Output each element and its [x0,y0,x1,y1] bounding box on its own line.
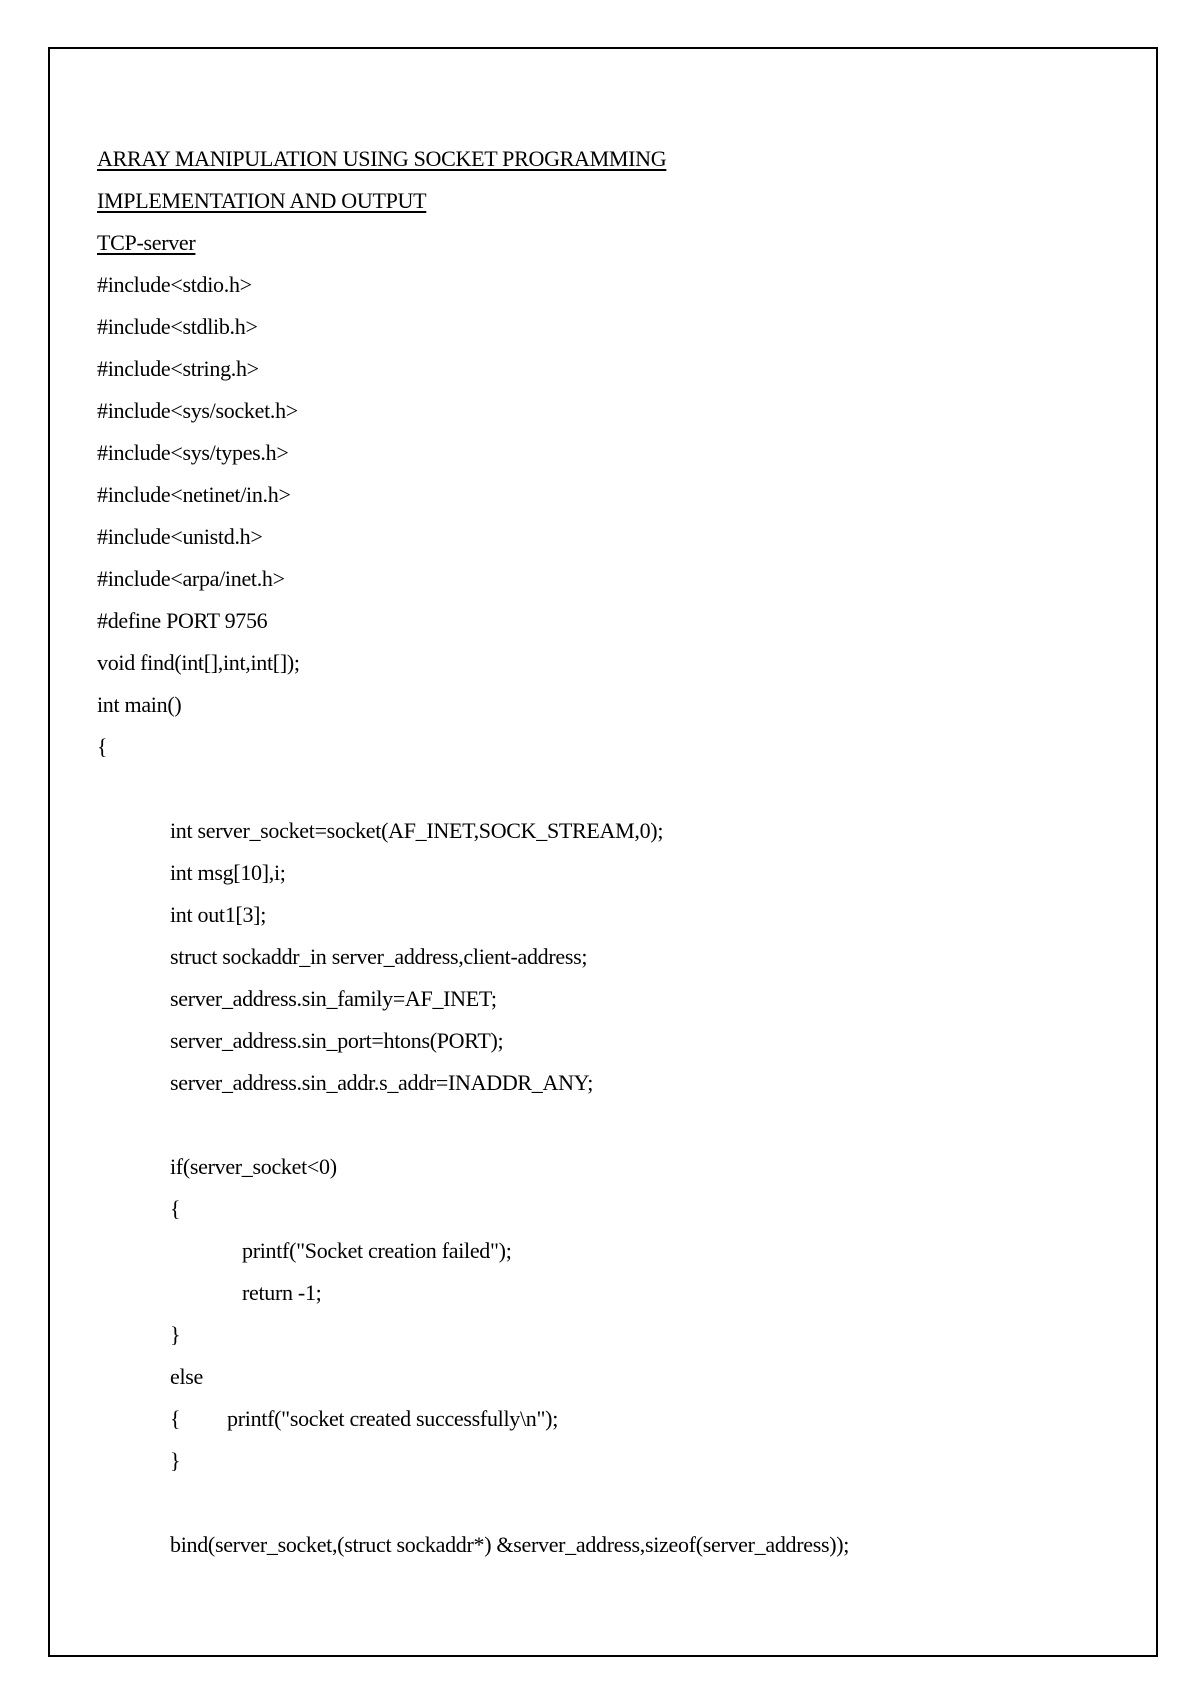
code-line: void find(int[],int,int[]); [97,650,300,675]
code-line: } [170,1322,181,1347]
code-line: server_address.sin_addr.s_addr=INADDR_ANY; [170,1070,594,1095]
code-line: { [170,1196,181,1221]
code-line: #include<netinet/in.h> [97,482,291,507]
code-line: int server_socket=socket(AF_INET,SOCK_STREAM,0); [170,818,664,843]
code-line: return -1; [242,1280,322,1305]
subsection-heading: TCP-server [97,230,196,255]
code-line: #include<unistd.h> [97,524,263,549]
code-line: #include<arpa/inet.h> [97,566,285,591]
code-line: { printf("socket created successfully\n"); [170,1406,559,1431]
code-line: #include<sys/types.h> [97,440,289,465]
code-line: int main() [97,692,182,717]
code-line: #define PORT 9756 [97,608,268,633]
code-line: server_address.sin_port=htons(PORT); [170,1028,504,1053]
code-line: #include<sys/socket.h> [97,398,298,423]
section-heading: IMPLEMENTATION AND OUTPUT [97,188,427,213]
code-line: printf("Socket creation failed"); [242,1238,512,1263]
code-line: int msg[10],i; [170,860,286,885]
code-line: else [170,1364,204,1389]
code-line: #include<stdlib.h> [97,314,258,339]
code-line: #include<stdio.h> [97,272,252,297]
code-line: { [97,734,108,759]
code-line: #include<string.h> [97,356,259,381]
code-line: int out1[3]; [170,902,267,927]
code-line: bind(server_socket,(struct sockaddr*) &server_address,sizeof(server_address)); [170,1532,850,1557]
code-line: } [170,1448,181,1473]
code-line: server_address.sin_family=AF_INET; [170,986,497,1011]
code-line: struct sockaddr_in server_address,client-address; [170,944,588,969]
code-line: if(server_socket<0) [170,1154,337,1179]
document-title: ARRAY MANIPULATION USING SOCKET PROGRAMMING [97,146,667,171]
